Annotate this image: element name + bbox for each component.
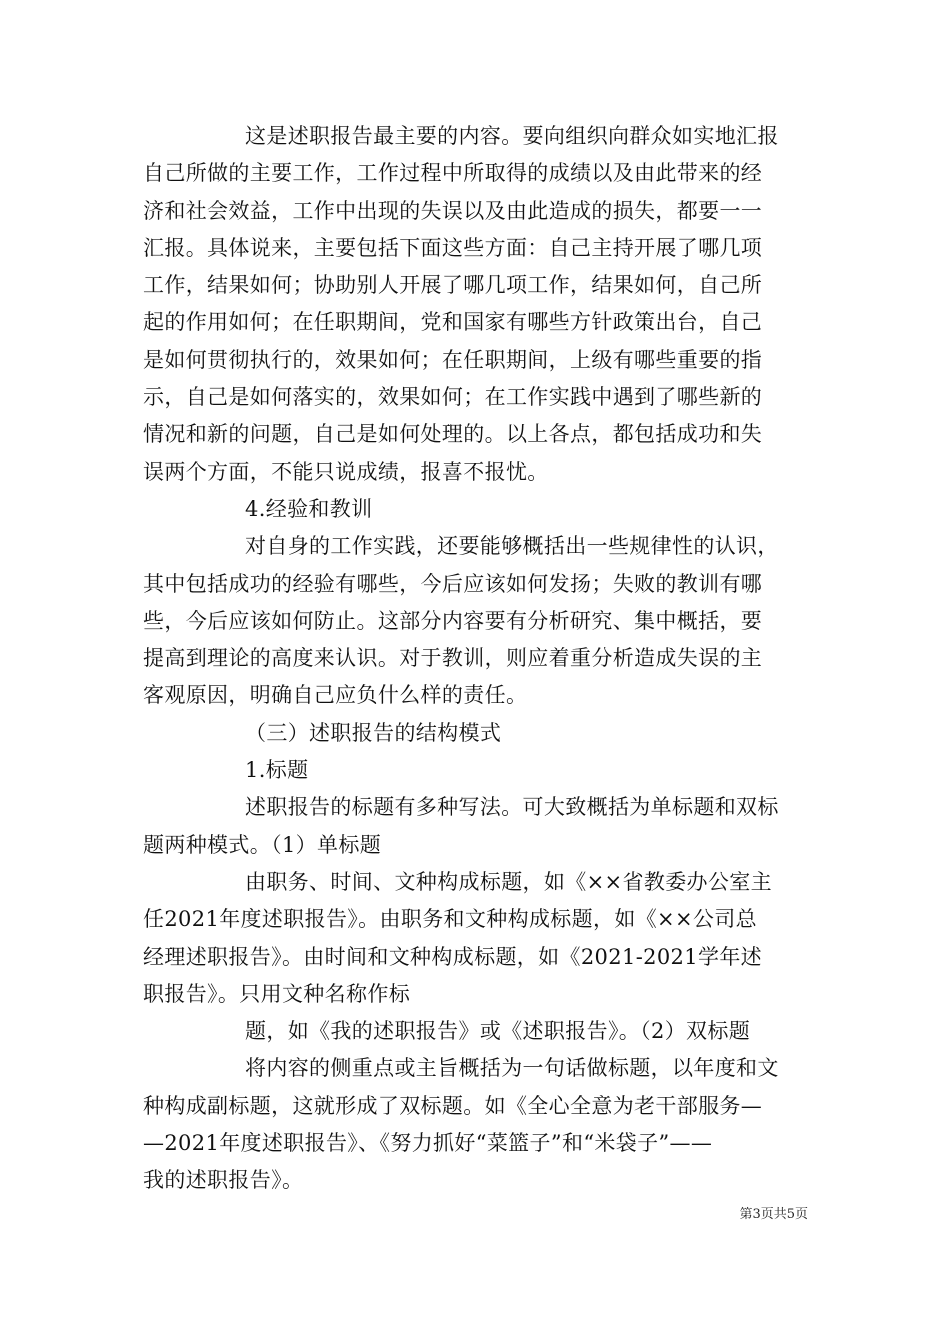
text-line: 对自身的工作实践，还要能够概括出一些规律性的认识，: [245, 534, 779, 559]
text-line: 其中包括成功的经验有哪些，今后应该如何发扬；失败的教训有哪: [143, 571, 763, 596]
text-line: 汇报。具体说来，主要包括下面这些方面：自己主持开展了哪几项: [143, 235, 763, 260]
text-line: 提高到理论的高度来认识。对于教训，则应着重分析造成失误的主: [143, 646, 763, 671]
text-line: 自己所做的主要工作，工作过程中所取得的成绩以及由此带来的经: [143, 161, 763, 186]
section-heading: 1.标题: [245, 758, 309, 783]
text-line: 将内容的侧重点或主旨概括为一句话做标题，以年度和文: [245, 1056, 779, 1081]
text-line: 职报告》。只用文种名称作标: [143, 981, 411, 1006]
text-line: 由职务、时间、文种构成标题，如《××省教委办公室主: [245, 869, 772, 894]
document-body: [143, 118, 813, 1200]
section-heading: （三）述职报告的结构模式: [245, 720, 502, 745]
text-line: 济和社会效益，工作中出现的失误以及由此造成的损失，都要一一: [143, 198, 763, 223]
text-line: 是如何贯彻执行的，效果如何；在任职期间，上级有哪些重要的指: [143, 347, 763, 372]
text-line: 起的作用如何；在任职期间，党和国家有哪些方针政策出台，自己: [143, 310, 763, 335]
text-line: —2021年度述职报告》、《努力抓好“菜篮子”和“米袋子”——: [143, 1131, 713, 1156]
text-line: 些，今后应该如何防止。这部分内容要有分析研究、集中概括，要: [143, 608, 763, 633]
text-line: 误两个方面，不能只说成绩，报喜不报忧。: [143, 459, 549, 484]
text-line: 我的述职报告》。: [143, 1168, 304, 1193]
text-line: 种构成副标题，这就形成了双标题。如《全心全意为老干部服务—: [143, 1093, 763, 1118]
text-line: 客观原因，明确自己应负什么样的责任。: [143, 683, 528, 708]
text-line: 述职报告的标题有多种写法。可大致概括为单标题和双标: [245, 795, 779, 820]
text-line: 情况和新的问题，自己是如何处理的。以上各点，都包括成功和失: [143, 422, 763, 447]
text-line: 经理述职报告》。由时间和文种构成标题，如《2021-2021学年述: [143, 944, 763, 969]
text-line: 题，如《我的述职报告》或《述职报告》。（2）双标题: [245, 1019, 751, 1044]
text-line: 任2021年度述职报告》。由职务和文种构成标题，如《××公司总: [143, 907, 757, 932]
page-number: 第3页共5页: [739, 1207, 808, 1222]
text-line: 这是述职报告最主要的内容。要向组织向群众如实地汇报: [245, 124, 779, 148]
text-line: 示，自己是如何落实的，效果如何；在工作实践中遇到了哪些新的: [143, 385, 763, 410]
section-heading: 4.经验和教训: [245, 496, 373, 521]
text-line: 题两种模式。（1）单标题: [143, 832, 382, 857]
text-line: 工作，结果如何；协助别人开展了哪几项工作，结果如何，自己所: [143, 273, 763, 298]
